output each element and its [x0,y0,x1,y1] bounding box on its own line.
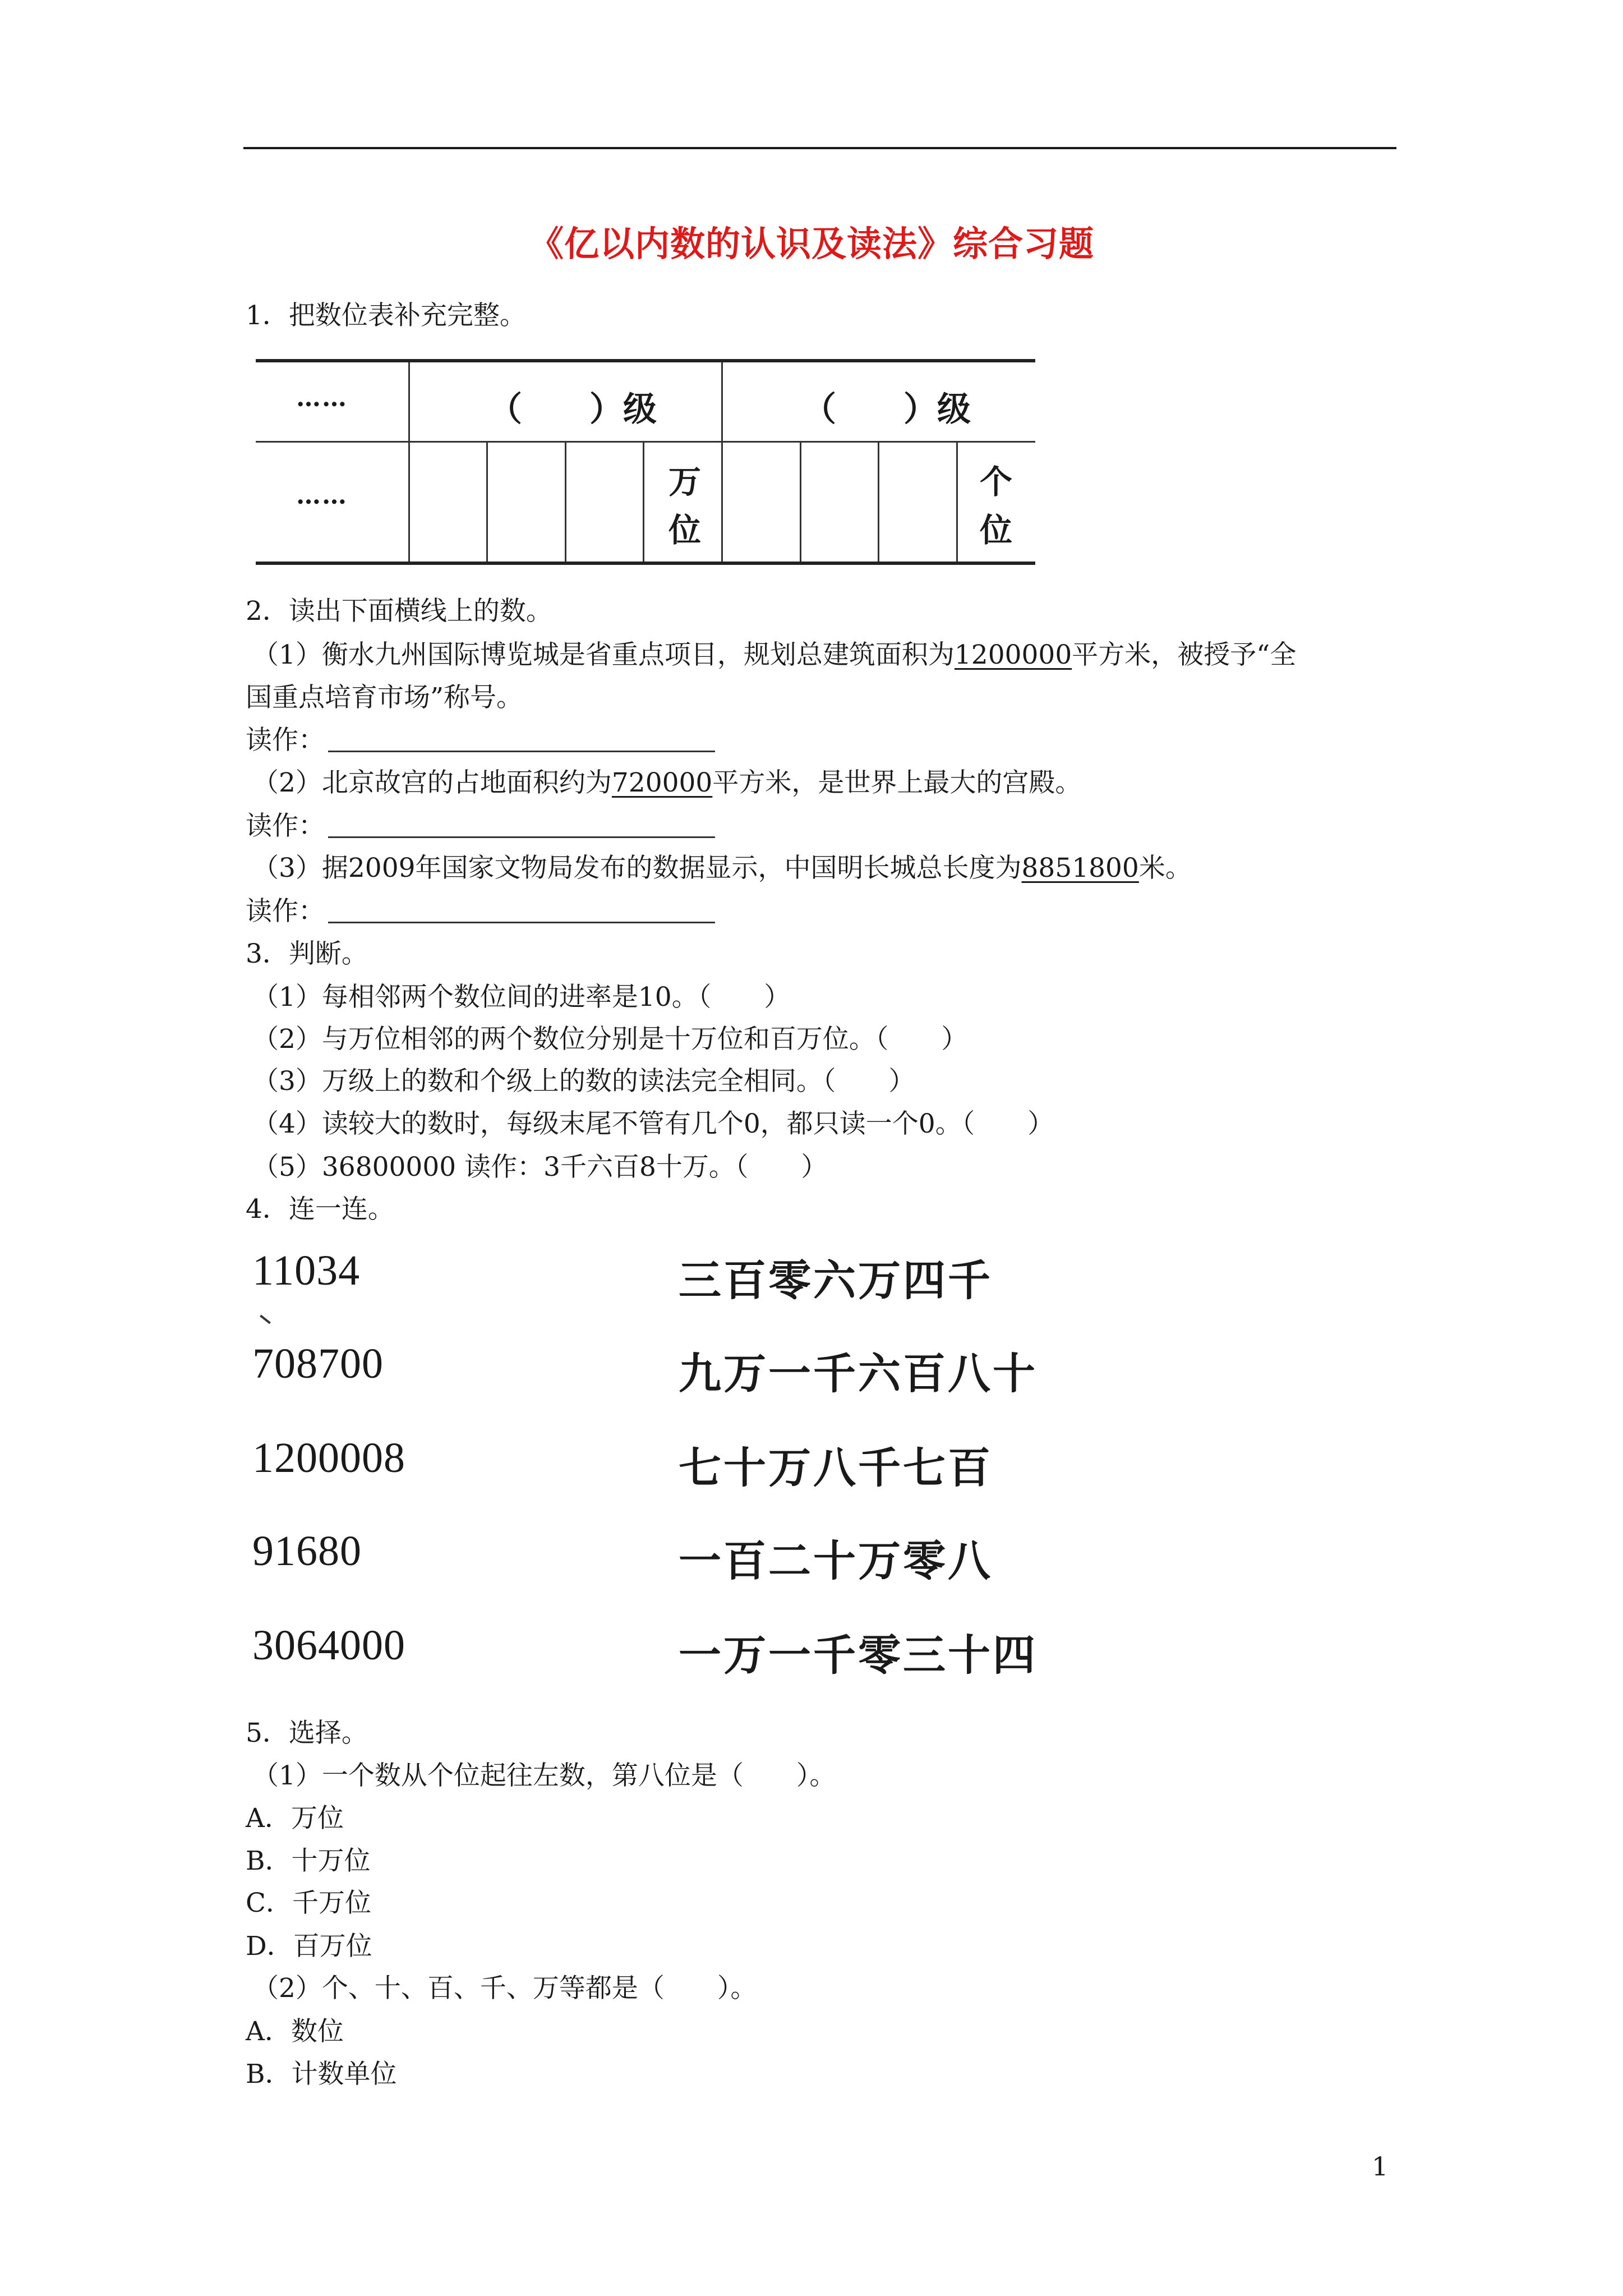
match-number[interactable]: 91680 [252,1527,362,1575]
wei-char: 位 [979,511,1012,549]
ge-char: 个 [979,463,1012,501]
table-col-divider [486,441,488,562]
table-col-divider [800,441,801,562]
q3-item: （2）与万位相邻的两个数位分别是十万位和百万位。（ ） [252,1024,968,1055]
q5-sub2-option[interactable]: B．计数单位 [246,2059,397,2090]
match-number[interactable]: 11034 [252,1247,361,1294]
pen-mark [260,1315,271,1324]
match-word[interactable]: 三百零六万四千 [679,1255,993,1305]
match-number[interactable]: 708700 [252,1340,384,1387]
q1-prompt: 1．把数位表补充完整。 [246,300,526,331]
table-col-divider [956,441,958,562]
q2-item1-text-end: 平方米，被授予“全 [1072,639,1297,670]
wei-char: 位 [668,511,701,549]
q3-prompt: 3．判断。 [246,938,368,969]
wan-place-label [665,458,704,554]
q4-prompt: 4．连一连。 [246,1194,394,1225]
q2-item1-number: 1200000 [954,639,1072,670]
q3-item: （3）万级上的数和个级上的数的读法完全相同。（ ） [252,1066,915,1097]
q2-read-line-1 [246,719,715,757]
match-number[interactable]: 3064000 [252,1622,405,1669]
table-dots: …… [296,384,348,412]
q2-read-line-2 [246,805,715,843]
q5-sub1-option[interactable]: C．千万位 [246,1888,371,1918]
q2-read-line-3 [246,890,715,928]
match-word[interactable]: 九万一千六百八十 [679,1349,1038,1398]
q5-sub1-option[interactable]: B．十万位 [246,1846,371,1876]
table-col-divider [643,441,644,562]
page-title: 《亿以内数的认识及读法》综合习题 [528,223,1094,264]
q2-item1-cont: 国重点培育市场”称号。 [246,682,523,713]
match-number[interactable]: 1200008 [252,1434,405,1481]
q2-item3-text-end: 米。 [1138,853,1192,884]
q5-prompt: 5．选择。 [246,1718,368,1749]
table-class-divider [721,362,723,562]
read-label: 读作： [246,725,325,756]
match-word[interactable]: 七十万八千七百 [679,1443,993,1493]
match-word[interactable]: 一百二十万零八 [679,1536,993,1586]
answer-blank[interactable] [328,728,715,752]
match-word[interactable]: 一万一千零三十四 [679,1630,1038,1680]
wan-char: 万 [668,463,701,501]
page-number: 1 [1372,2151,1389,2182]
q2-item3 [252,847,1192,885]
table-col-divider [408,362,410,562]
ge-place-label [976,458,1016,554]
answer-blank[interactable] [328,899,715,923]
q2-item2-text: （2）北京故宫的占地面积约为 [252,767,612,798]
read-label: 读作： [246,896,325,927]
q3-item: （5）36800000 读作：3千六百8十万。（ ） [252,1152,828,1182]
q5-sub2: （2）个、十、百、千、万等都是（ ）。 [252,1973,757,2004]
table-row-divider [256,441,1035,443]
q3-item: （1）每相邻两个数位间的进率是10。（ ） [252,982,791,1013]
q2-item3-number: 8851800 [1021,853,1139,884]
table-col-divider [565,441,566,562]
q2-item1-text: （1）衡水九州国际博览城是省重点项目，规划总建筑面积为 [252,639,955,670]
q2-item2-number: 720000 [611,767,713,798]
answer-blank[interactable] [328,814,715,838]
q2-item3-text: （3）据2009年国家文物局发布的数据显示，中国明长城总长度为 [252,853,1022,884]
class-label-left: （ ）级 [488,390,657,429]
table-col-divider [878,441,879,562]
place-value-table [256,359,1035,565]
q2-item2-text-end: 平方米，是世界上最大的宫殿。 [712,767,1082,798]
q3-item: （4）读较大的数时，每级末尾不管有几个0，都只读一个0。（ ） [252,1108,1054,1139]
read-label: 读作： [246,811,325,841]
q5-sub1-option[interactable]: D．百万位 [246,1931,372,1962]
q2-prompt: 2．读出下面横线上的数。 [246,596,552,627]
header-rule [243,147,1396,149]
q5-sub1: （1）一个数从个位起往左数，第八位是（ ）。 [252,1760,836,1791]
table-dots: …… [296,481,348,510]
q5-sub1-option[interactable]: A．万位 [246,1803,344,1834]
q5-sub2-option[interactable]: A．数位 [246,2016,344,2047]
q2-item1 [252,634,1296,671]
q2-item2 [252,762,1081,799]
class-label-right: （ ）级 [803,390,971,429]
